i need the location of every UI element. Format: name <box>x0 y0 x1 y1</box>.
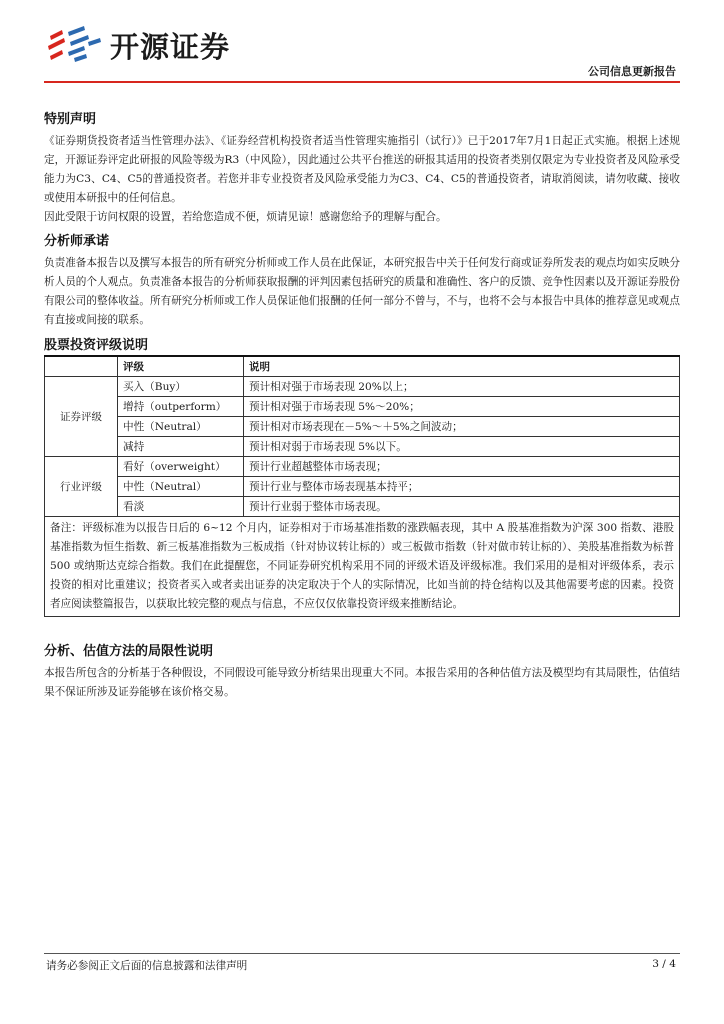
rating-cell: 看淡 <box>118 497 244 517</box>
table-note-row <box>45 517 680 617</box>
analyst-commitment-paragraph: 负责准备本报告以及撰写本报告的所有研究分析师或工作人员在此保证，本研究报告中关于任何发行商或证券所发表的观点均如实反映分析人员的个人观点。负责准备本报告的分析师获取报酬的评判因素包括研究的质量和准确性、客户的反馈、竞争性因素以及开源证券股份有限公司的整体收益。所有研究分析师或工作人员保证他们报酬的任何一部分不曾与，不与，也将不会与本报告中具体的推荐意见或观点有直接或间接的联系。 <box>44 257 680 326</box>
table-row <box>45 397 680 417</box>
header-rating: 评级 <box>118 356 244 377</box>
header-empty-cell <box>45 356 118 377</box>
special-statement-title: 特别声明 <box>44 112 97 127</box>
report-type: 公司信息更新报告 <box>588 65 676 78</box>
rating-section <box>44 334 680 617</box>
analyst-commitment-section <box>44 230 680 330</box>
limitations-section <box>44 640 680 702</box>
stock-rating-category: 证券评级 <box>45 377 118 457</box>
special-statement-paragraph-2: 因此受限于访问权限的设置，若给您造成不便，烦请见谅！感谢您给予的理解与配合。 <box>44 211 447 223</box>
analyst-commitment-title: 分析师承诺 <box>44 234 110 249</box>
rating-section-title: 股票投资评级说明 <box>44 338 149 353</box>
table-row <box>45 457 680 477</box>
description-cell: 预计行业与整体市场表现基本持平； <box>244 477 680 497</box>
description-cell: 预计相对强于市场表现 20%以上； <box>244 377 680 397</box>
rating-note: 备注：评级标准为以报告日后的 6~12 个月内，证券相对于市场基准指数的涨跌幅表现，其中 A 股基准指数为沪深 300 指数、港股基准指数为恒生指数、新三板基准指数为三板成指（针对协议转让标的）或三板做市指数（针对做市转让标的）、美股基准指数为标普 500 或纳斯达克综合指数。我们在此提醒您，不同证券研究机构采用不同的评级术语及评级标准。我们采用的是相对评级体系，表示投资的相对比重建议；投资者买入或者卖出证券的决定取决于个人的实际情况，比如当前的持仓结构以及其他需要考虑的因素。投资者应阅读整篇报告，以获取比较完整的观点与信息，不应仅仅依靠投资评级来推断结论。 <box>45 517 680 617</box>
description-cell: 预计行业弱于整体市场表现。 <box>244 497 680 517</box>
rating-cell: 看好（overweight） <box>118 457 244 477</box>
table-row <box>45 477 680 497</box>
kaiyuan-logo-icon <box>44 22 104 68</box>
brand-logo <box>44 22 230 68</box>
description-cell: 预计相对弱于市场表现 5%以下。 <box>244 437 680 457</box>
page-number: 3 / 4 <box>652 958 676 970</box>
limitations-paragraph: 本报告所包含的分析基于各种假设，不同假设可能导致分析结果出现重大不同。本报告采用的各种估值方法及模型均有其局限性，估值结果不保证所涉及证券能够在该价格交易。 <box>44 667 680 698</box>
special-statement-section <box>44 108 680 227</box>
limitations-title: 分析、估值方法的局限性说明 <box>44 644 214 659</box>
special-statement-paragraph-1: 《证券期货投资者适当性管理办法》、《证券经营机构投资者适当性管理实施指引（试行）》已于2017年7月1日起正式实施。根据上述规定，开源证券评定此研报的风险等级为R3（中风险），因此通过公共平台推送的研报其适用的投资者类别仅限定为专业投资者及风险承受能力为C3、C4、C5的普通投资者。若您并非专业投资者及风险承受能力为C3、C4、C5的普通投资者，请取消阅读，请勿收藏、接收或使用本研报中的任何信息。 <box>44 135 680 204</box>
table-row <box>45 377 680 397</box>
table-row <box>45 437 680 457</box>
footer-divider <box>44 953 680 954</box>
rating-cell: 减持 <box>118 437 244 457</box>
rating-cell: 增持（outperform） <box>118 397 244 417</box>
table-row <box>45 497 680 517</box>
industry-rating-category: 行业评级 <box>45 457 118 517</box>
description-cell: 预计行业超越整体市场表现； <box>244 457 680 477</box>
header-divider <box>44 81 680 83</box>
table-row <box>45 417 680 437</box>
description-cell: 预计相对市场表现在－5%～＋5%之间波动； <box>244 417 680 437</box>
header-description: 说明 <box>244 356 680 377</box>
rating-table <box>44 355 680 617</box>
rating-cell: 中性（Neutral） <box>118 477 244 497</box>
rating-table-header <box>45 356 680 377</box>
footer-disclaimer: 请务必参阅正文后面的信息披露和法律声明 <box>46 960 248 972</box>
brand-name: 开源证券 <box>110 29 231 64</box>
description-cell: 预计相对强于市场表现 5%～20%； <box>244 397 680 417</box>
rating-cell: 买入（Buy） <box>118 377 244 397</box>
rating-cell: 中性（Neutral） <box>118 417 244 437</box>
